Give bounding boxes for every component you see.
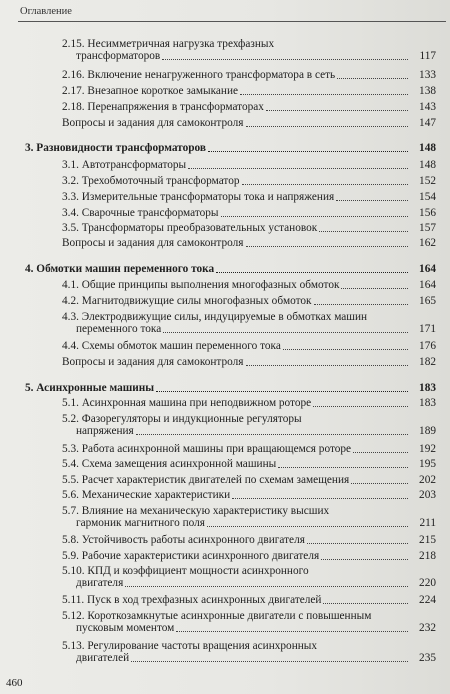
toc-page-number: 182 <box>419 356 436 368</box>
toc-entry-title: Вопросы и задания для самоконтроля <box>62 356 244 368</box>
toc-entry-title: 4.4. Схемы обмоток машин переменного тока <box>62 340 281 352</box>
toc-entry-title-continued: двигателя <box>76 577 124 589</box>
toc-entry-title: 5.12. Короткозамкнутые асинхронные двигатели с повышенным <box>62 610 372 622</box>
toc-subsection[interactable] <box>0 340 450 353</box>
toc-page-number: 148 <box>419 159 436 171</box>
toc-page-number: 171 <box>419 323 436 335</box>
dot-leader <box>321 559 408 560</box>
toc-subsection[interactable] <box>0 279 450 292</box>
toc-page-number: 203 <box>419 489 436 501</box>
page-number: 460 <box>6 677 23 689</box>
dot-leader <box>162 59 408 60</box>
toc-page-number: 202 <box>419 474 436 486</box>
dot-leader <box>323 603 408 604</box>
toc-subsection[interactable] <box>0 640 450 665</box>
toc-page-number: 220 <box>419 577 436 589</box>
toc-subsection[interactable] <box>0 191 450 204</box>
toc-subsection[interactable] <box>0 443 450 456</box>
dot-leader <box>283 349 408 350</box>
toc-entry-title: 4.2. Магнитодвижущие силы многофазных обмоток <box>62 295 312 307</box>
toc-entry-title: 5.7. Влияние на механическую характеристику высших <box>62 505 330 517</box>
toc-entry-title: 5. Асинхронные машины <box>25 382 155 394</box>
toc-entry-title: 2.17. Внезапное короткое замыкание <box>62 85 239 97</box>
toc-page-number: 183 <box>419 382 436 394</box>
toc-page-number: 211 <box>419 517 436 529</box>
toc-subsection[interactable] <box>0 207 450 220</box>
toc-questions[interactable] <box>0 117 450 130</box>
dot-leader <box>246 126 409 127</box>
toc-page-number: 189 <box>419 425 436 437</box>
toc-subsection[interactable] <box>0 175 450 188</box>
toc-page-number: 156 <box>419 207 436 219</box>
dot-leader <box>176 631 408 632</box>
toc-page-number: 165 <box>419 295 436 307</box>
toc-subsection[interactable] <box>0 489 450 502</box>
toc-section[interactable] <box>0 382 450 395</box>
toc-entry-title-continued: напряжения <box>76 425 134 437</box>
toc-page-number: 157 <box>419 222 436 234</box>
dot-leader <box>351 483 408 484</box>
toc-entry-title: 5.1. Асинхронная машина при неподвижном роторе <box>62 397 312 409</box>
toc-subsection[interactable] <box>0 222 450 235</box>
toc-entry-title: 3.3. Измерительные трансформаторы тока и напряжения <box>62 191 335 203</box>
toc-entry-title: Вопросы и задания для самоконтроля <box>62 237 244 249</box>
toc-entry-title: 5.6. Механические характеристики <box>62 489 231 501</box>
toc-page-number: 117 <box>419 50 436 62</box>
dot-leader <box>240 94 408 95</box>
toc-subsection[interactable] <box>0 505 450 530</box>
toc-page-number: 224 <box>419 594 436 606</box>
toc-page-number: 192 <box>419 443 436 455</box>
toc-entry-title-continued: трансформаторов <box>76 50 161 62</box>
toc-entry-title: 2.16. Включение ненагруженного трансформатора в сеть <box>62 69 336 81</box>
toc-entry-title: 4.3. Электродвижущие силы, индуцируемые в обмотках машин <box>62 311 368 323</box>
dot-leader <box>156 391 408 392</box>
toc-page-number: 164 <box>419 279 436 291</box>
toc-questions[interactable] <box>0 356 450 369</box>
toc-page-number: 154 <box>419 191 436 203</box>
toc-page-number: 232 <box>419 622 436 634</box>
toc-entry-title: 3.4. Сварочные трансформаторы <box>62 207 219 219</box>
toc-entry-title: 3.5. Трансформаторы преобразовательных установок <box>62 222 318 234</box>
toc-subsection[interactable] <box>0 69 450 82</box>
toc-page-number: 133 <box>419 69 436 81</box>
toc-subsection[interactable] <box>0 458 450 471</box>
dot-leader <box>319 231 408 232</box>
toc-subsection[interactable] <box>0 550 450 563</box>
toc-entry-title-continued: двигателей <box>76 652 130 664</box>
toc-entry-title: 3.2. Трехобмоточный трансформатор <box>62 175 240 187</box>
toc-subsection[interactable] <box>0 610 450 635</box>
toc-page-number: 148 <box>419 142 436 154</box>
dot-leader <box>246 246 409 247</box>
running-header: Оглавление <box>20 6 72 17</box>
dot-leader <box>278 467 408 468</box>
dot-leader <box>207 526 408 527</box>
toc-subsection[interactable] <box>0 413 450 438</box>
toc-entry-title: 5.11. Пуск в ход трехфазных асинхронных двигателей <box>62 594 322 606</box>
toc-page-number: 152 <box>419 175 436 187</box>
toc-questions[interactable] <box>0 237 450 250</box>
toc-entry-title: Вопросы и задания для самоконтроля <box>62 117 244 129</box>
toc-subsection[interactable] <box>0 565 450 590</box>
toc-entry-title: 4. Обмотки машин переменного тока <box>25 263 215 275</box>
toc-subsection[interactable] <box>0 101 450 114</box>
dot-leader <box>242 184 409 185</box>
toc-subsection[interactable] <box>0 534 450 547</box>
toc-subsection[interactable] <box>0 594 450 607</box>
dot-leader <box>216 272 408 273</box>
toc-page-number: 176 <box>419 340 436 352</box>
toc-subsection[interactable] <box>0 295 450 308</box>
toc-section[interactable] <box>0 263 450 276</box>
dot-leader <box>337 78 408 79</box>
toc-subsection[interactable] <box>0 38 450 63</box>
toc-entry-title: 5.5. Расчет характеристик двигателей по схемам замещения <box>62 474 350 486</box>
toc-entry-title: 5.2. Фазорегуляторы и индукционные регуляторы <box>62 413 302 425</box>
header-rule <box>18 21 446 22</box>
toc-entry-title: 2.15. Несимметричная нагрузка трехфазных <box>62 38 275 50</box>
toc-entry-title-continued: переменного тока <box>76 323 162 335</box>
toc-subsection[interactable] <box>0 85 450 98</box>
dot-leader <box>163 332 408 333</box>
toc-entry-title: 3.1. Автотрансформаторы <box>62 159 187 171</box>
toc-entry-title-continued: пусковым моментом <box>76 622 175 634</box>
dot-leader <box>125 586 408 587</box>
toc-page-number: 215 <box>419 534 436 546</box>
dot-leader <box>341 288 408 289</box>
dot-leader <box>221 216 408 217</box>
toc-subsection[interactable] <box>0 311 450 336</box>
dot-leader <box>353 452 408 453</box>
toc-page-number: 162 <box>419 237 436 249</box>
dot-leader <box>136 434 408 435</box>
toc-page-number: 138 <box>419 85 436 97</box>
toc-page-number: 195 <box>419 458 436 470</box>
toc-entry-title: 5.8. Устойчивость работы асинхронного двигателя <box>62 534 305 546</box>
dot-leader <box>208 151 408 152</box>
toc-entry-title: 5.3. Работа асинхронной машины при вращающемся роторе <box>62 443 352 455</box>
toc-page-number: 143 <box>419 101 436 113</box>
toc-entry-title: 5.10. КПД и коэффициент мощности асинхронного <box>62 565 309 577</box>
toc-page-number: 235 <box>419 652 436 664</box>
toc-entry-title: 2.18. Перенапряжения в трансформаторах <box>62 101 264 113</box>
dot-leader <box>336 200 408 201</box>
dot-leader <box>314 304 408 305</box>
toc-page-number: 164 <box>419 263 436 275</box>
dot-leader <box>266 110 408 111</box>
toc-subsection[interactable] <box>0 474 450 487</box>
dot-leader <box>313 406 408 407</box>
toc-entry-title: 5.9. Рабочие характеристики асинхронного двигателя <box>62 550 320 562</box>
toc-page-number: 218 <box>419 550 436 562</box>
dot-leader <box>188 168 408 169</box>
toc-entry-title-continued: гармоник магнитного поля <box>76 517 205 529</box>
dot-leader <box>246 365 409 366</box>
toc-page-number: 183 <box>419 397 436 409</box>
toc-section[interactable] <box>0 142 450 155</box>
toc-subsection[interactable] <box>0 397 450 410</box>
toc-entry-title: 4.1. Общие принципы выполнения многофазных обмоток <box>62 279 340 291</box>
dot-leader <box>307 543 408 544</box>
toc-page-number: 147 <box>419 117 436 129</box>
dot-leader <box>232 498 408 499</box>
toc-subsection[interactable] <box>0 159 450 172</box>
toc-entry-title: 5.4. Схема замещения асинхронной машины <box>62 458 277 470</box>
toc-entry-title: 3. Разновидности трансформаторов <box>25 142 206 154</box>
toc-entry-title: 5.13. Регулирование частоты вращения асинхронных <box>62 640 318 652</box>
dot-leader <box>131 661 408 662</box>
